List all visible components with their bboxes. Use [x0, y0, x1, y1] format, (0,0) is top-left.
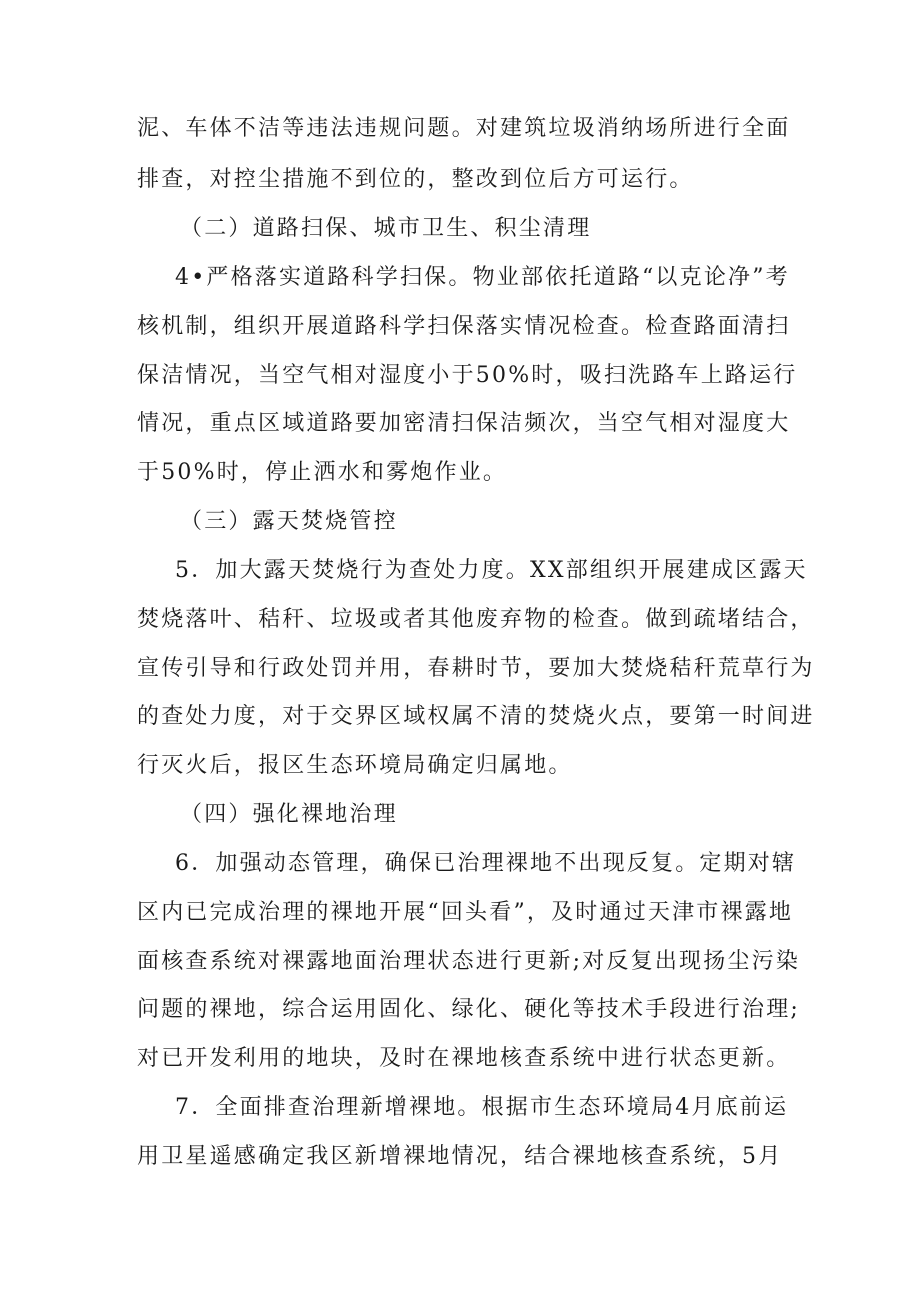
text-line: 的查处力度，对于交界区域权属不清的焚烧火点，要第一时间进: [137, 704, 815, 729]
text-line: 宣传引导和行政处罚并用，春耕时节，要加大焚烧秸秆荒草行为: [137, 656, 815, 681]
section-heading: （三）露天焚烧管控: [180, 509, 398, 534]
text-line: 问题的裸地，综合运用固化、绿化、硬化等技术手段进行治理;: [137, 997, 801, 1022]
text-line: 5．加大露天焚烧行为查处力度。XX部组织开展建成区露天: [175, 558, 808, 583]
text-line: 情况，重点区域道路要加密清扫保洁频次，当空气相对湿度大: [137, 411, 791, 436]
text-line: 4•严格落实道路科学扫保。物业部依托道路“以克论净”考: [175, 265, 790, 290]
text-line: 泥、车体不洁等违法违规问题。对建筑垃圾消纳场所进行全面: [137, 116, 791, 141]
text-line: 排查，对控尘措施不到位的，整改到位后方可运行。: [137, 167, 694, 192]
text-line: 焚烧落叶、秸秆、垃圾或者其他废弃物的检查。做到疏堵结合，: [137, 607, 815, 632]
text-line: 用卫星遥感确定我区新增裸地情况，结合裸地核查系统，5月: [137, 1144, 783, 1169]
section-heading: （二）道路扫保、城市卫生、积尘清理: [180, 216, 592, 241]
text-line: 对已开发利用的地块，及时在裸地核查系统中进行状态更新。: [137, 1046, 791, 1071]
text-line: 核机制，组织开展道路科学扫保落实情况检查。检查路面清扫: [137, 314, 791, 339]
text-line: 于50%时，停止洒水和雾炮作业。: [137, 460, 508, 485]
text-line: 保洁情况，当空气相对湿度小于50%时，吸扫洗路车上路运行: [137, 363, 798, 388]
text-line: 6．加强动态管理，确保已治理裸地不出现反复。定期对辖: [175, 851, 797, 876]
section-heading: （四）强化裸地治理: [180, 802, 398, 827]
text-line: 区内已完成治理的裸地开展“回头看”，及时通过天津市裸露地: [137, 900, 794, 925]
text-line: 行灭火后，报区生态环境局确定归属地。: [137, 753, 573, 778]
text-line: 7．全面排查治理新增裸地。根据市生态环境局4月底前运: [175, 1095, 789, 1120]
text-line: 面核查系统对裸露地面治理状态进行更新;对反复出现扬尘污染: [137, 949, 801, 974]
